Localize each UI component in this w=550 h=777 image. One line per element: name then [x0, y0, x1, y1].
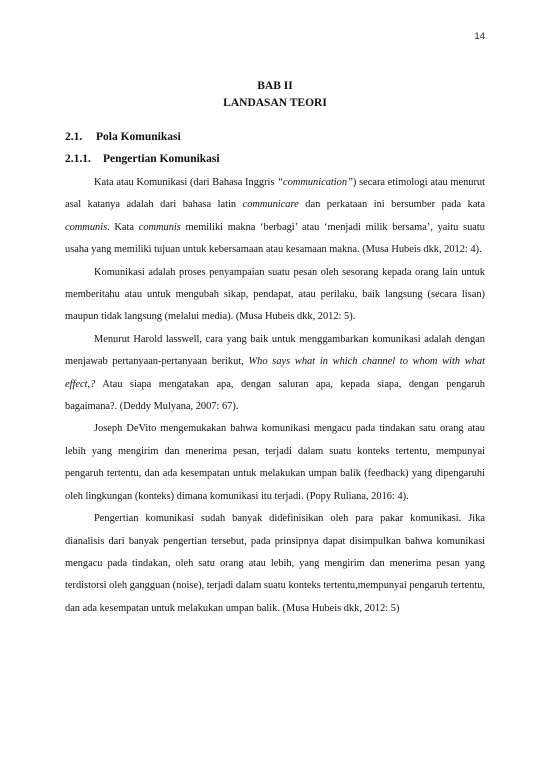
subsection-heading	[65, 153, 220, 165]
paragraph-1-text: Kata atau Komunikasi (dari Bahasa Inggris	[94, 177, 278, 188]
paragraph-3-italic-quote: Who says what in which channel to whom with what effect,?	[65, 356, 485, 390]
subsection-number: 2.1.1.	[65, 153, 91, 165]
paragraph-2: Komunikasi adalah proses penyampaian suatu pesan oleh sesorang kepada orang lain untuk memberitahu atau untuk mengubah sikap, pendapat, atau perilaku, baik langsung (secara lisan) maupun tidak langsung (melalui media). (Musa Hubeis dkk, 2012: 5).	[65, 266, 485, 323]
paragraph-3	[65, 329, 485, 419]
body-text	[65, 172, 485, 620]
page-number: 14	[474, 31, 485, 42]
paragraph-1-text: memiliki makna ‘berbagi’ atau ‘menjadi milik bersama’, yaitu suatu usaha yang memiliki tujuan untuk kebersamaan atau kesamaan makna. (Musa Hubeis dkk, 2012: 4).	[65, 221, 485, 256]
paragraph-3-text: Atau siapa mengatakan apa, dengan saluran apa, kepada siapa, dengan pengaruh bagaimana?. (Deddy Mulyana, 2007: 67).	[65, 378, 485, 413]
paragraph-1-italic-term: “communication”	[277, 177, 353, 188]
paragraph-1-italic-term: communis	[138, 221, 181, 233]
paragraph-1-text: dan perkataan ini bersumber pada kata	[298, 199, 485, 211]
paragraph-1	[65, 172, 485, 262]
paragraph-4: Joseph DeVito mengemukakan bahwa komunikasi mengacu pada tindakan satu orang atau lebih yang mengirim dan menerima pesan, terjadi dalam suatu konteks tertentu, mempunyai pengaruh tertentu, dan ada kesempatan untuk melakukan umpan balik (feedback) yang dipengaruhi oleh lingkungan (konteks) dimana komunikasi itu terjadi. (Popy Ruliana, 2016: 4).	[65, 423, 485, 502]
paragraph-3-text: Menurut Harold lasswell, cara yang baik untuk menggambarkan komunikasi adalah dengan menjawab pertanyaan-pertanyaan berikut,	[65, 333, 485, 368]
section-number: 2.1.	[65, 131, 83, 143]
section-heading	[65, 131, 181, 143]
paragraph-1-text: . Kata	[107, 221, 139, 233]
paragraph-5: Pengertian komunikasi sudah banyak didefinisikan oleh para pakar komunikasi. Jika dianalisis dari banyak pengertian tersebut, pada prinsipnya dapat disimpulkan bahwa komunikasi mengacu pada tindakan, oleh satu orang atau lebih, yang mengirim dan menerima pesan yang terdistorsi oleh gangguan (noise), terjadi dalam suatu konteks tertentu,mempunyai pengaruh tertentu, dan ada kesempatan untuk melakukan umpan balik. (Musa Hubeis dkk, 2012: 5)	[65, 513, 485, 614]
subsection-title: Pengertian Komunikasi	[103, 153, 220, 165]
chapter-title: LANDASAN TEORI	[223, 97, 327, 109]
paragraph-1-italic-term: communicare	[242, 199, 299, 211]
paragraph-1-text: ) secara etimologi atau menurut asal katanya adalah dari bahasa latin	[65, 177, 486, 211]
paragraph-1-italic-term: communis	[65, 221, 108, 233]
chapter-label: BAB II	[257, 80, 293, 92]
section-title: Pola Komunikasi	[96, 131, 181, 143]
